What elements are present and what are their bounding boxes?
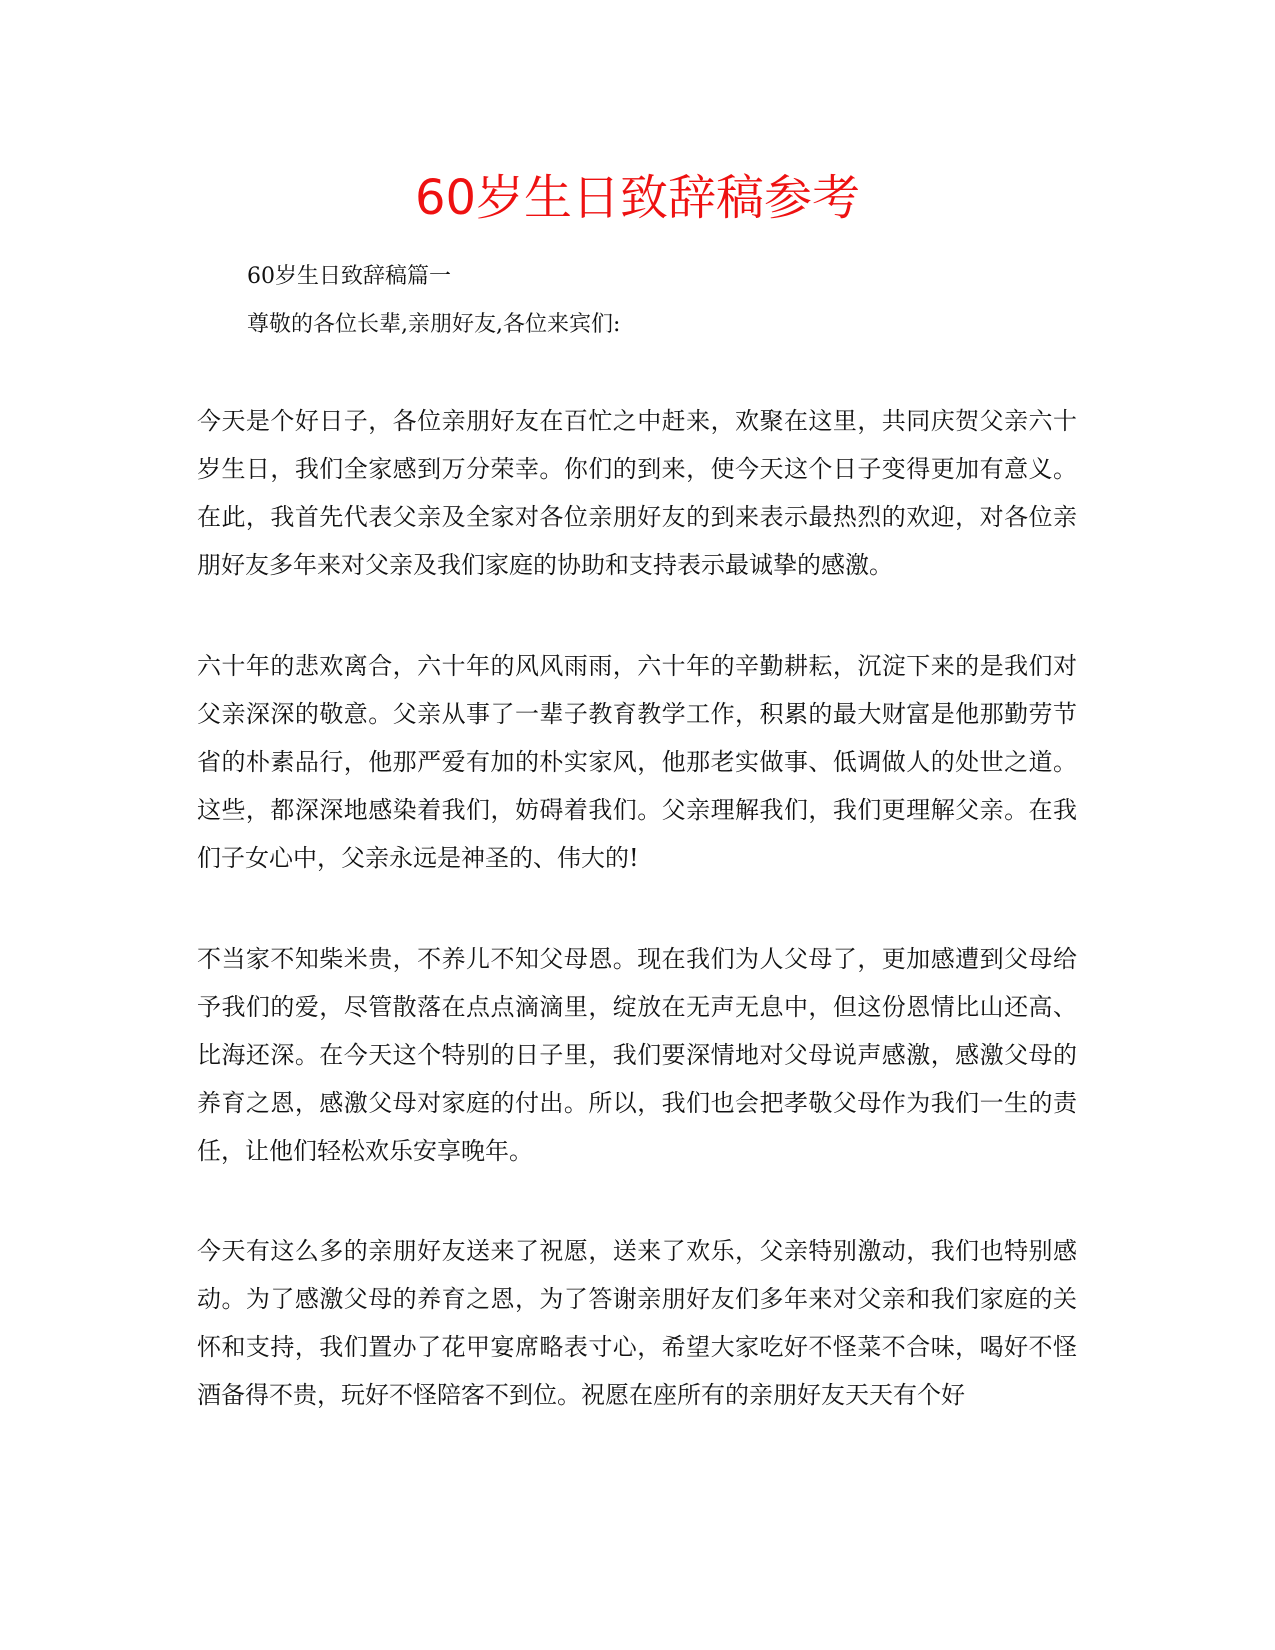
body-paragraph: 今天是个好日子，各位亲朋好友在百忙之中赶来，欢聚在这里，共同庆贺父亲六十岁生日，我们全家感到万分荣幸。你们的到来，使今天这个日子变得更加有意义。在此，我首先代表父亲及全家对各位亲朋好友的到来表示最热烈的欢迎，对各位亲朋好友多年来对父亲及我们家庭的协助和支持表示最诚挚的感激。 (197, 407, 1077, 579)
section-heading: 60岁生日致辞稿篇一 (247, 264, 451, 289)
document-title: 60岁生日致辞稿参考 (414, 170, 861, 226)
body-paragraph: 六十年的悲欢离合，六十年的风风雨雨，六十年的辛勤耕耘，沉淀下来的是我们对父亲深深的敬意。父亲从事了一辈子教育教学工作，积累的最大财富是他那勤劳节省的朴素品行，他那严爱有加的朴实家风，他那老实做事、低调做人的处世之道。这些，都深深地感染着我们，妨碍着我们。父亲理解我们，我们更理解父亲。在我们子女心中，父亲永远是神圣的、伟大的! (197, 652, 1077, 872)
body-paragraph: 今天有这么多的亲朋好友送来了祝愿，送来了欢乐，父亲特别激动，我们也特别感动。为了感激父母的养育之恩，为了答谢亲朋好友们多年来对父亲和我们家庭的关怀和支持，我们置办了花甲宴席略表寸心，希望大家吃好不怪菜不合味，喝好不怪酒备得不贵，玩好不怪陪客不到位。祝愿在座所有的亲朋好友天天有个好 (197, 1237, 1077, 1409)
salutation: 尊敬的各位长辈,亲朋好友,各位来宾们: (247, 312, 621, 337)
body-paragraph: 不当家不知柴米贵，不养儿不知父母恩。现在我们为人父母了，更加感遭到父母给予我们的爱，尽管散落在点点滴滴里，绽放在无声无息中，但这份恩情比山还高、比海还深。在今天这个特别的日子里，我们要深情地对父母说声感激，感激父母的养育之恩，感激父母对家庭的付出。所以，我们也会把孝敬父母作为我们一生的责任，让他们轻松欢乐安享晚年。 (197, 945, 1077, 1165)
